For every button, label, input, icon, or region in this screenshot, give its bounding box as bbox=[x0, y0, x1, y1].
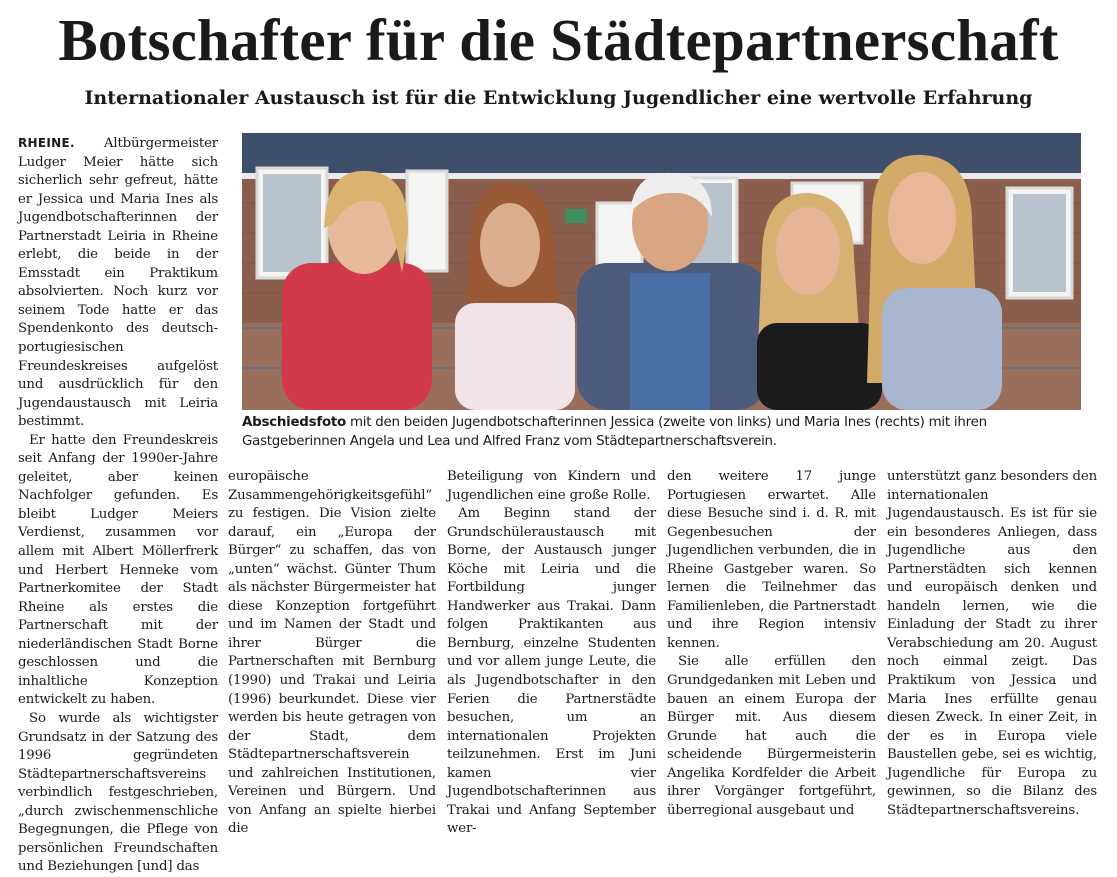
article-column-4 bbox=[667, 468, 876, 820]
article-column-3 bbox=[447, 468, 656, 839]
article-column-2 bbox=[228, 468, 436, 839]
article-column-1 bbox=[18, 134, 218, 877]
paragraph: Am Beginn stand der Grundschüleraustausch mit Borne, der Austausch junger Köche mit Leiria und die Fortbildung junger Handwerker aus Trakai. Dann folgen Praktikanten aus Bernburg, einzelne Studenten und vor allem junge Leute, die als Jugendbotschafter in den Ferien die Partnerstädte besuchen, um an internationalen Projekten teilzunehmen. Erst im Juni kamen vier Jugendbotschafterinnen aus Trakai und Anfang September wer- bbox=[447, 506, 656, 837]
paragraph: Sie alle erfüllen den Grundgedanken mit Leben und bauen an einem Europa der Bürger mit. Aus diesem Grunde hat auch die scheidende Bürgermeisterin Angelika Kordfelder die Arbeit ihrer Vorgänger fortgeführt, überregional ausgebaut und bbox=[667, 654, 876, 818]
paragraph: europäische Zusammengehörigkeitsgefühl“ zu festigen. Die Vision zielte darauf, ein „Europa der Bürger“ zu schaffen, das von „unten“ wächst. Günter Thum als nächster Bürgermeister hat diese Konzeption fortgeführt und im Namen der Stadt und ihrer Bürger die Partnerschaften mit Bernburg (1990) und Trakai und Leiria (1996) beurkundet. Diese vier werden bis heute getragen von der Stadt, dem Städtepartnerschaftsverein und zahlreichen Institutionen, Vereinen und Bürgern. Und von Anfang an spielte hierbei die bbox=[228, 469, 436, 837]
paragraph: So wurde als wichtigster Grundsatz in der Satzung des 1996 gegründeten Städtepartnerschaftsvereins verbindlich festgeschrieben, „durch zwischenmenschliche Begegnungen, die Pflege von persönlichen Freundschaften und Beziehungen [und] das bbox=[18, 710, 218, 875]
paragraph-text: Altbürgermeister Ludger Meier hätte sich sicherlich sehr gefreut, hätte er Jessica und Maria Ines als Jugendbotschafterinnen der Partnerstadt Leiria in Rheine erlebt, die beide in der Emsstadt ein Praktikum absolvierten. Noch kurz vor seinem Tode hatte er das Spendenkonto des deutsch-portugiesischen Freundeskreises aufgelöst und ausdrücklich für den Jugendaustausch mit Leiria bestimmt. bbox=[18, 136, 218, 430]
photo-caption bbox=[242, 413, 1087, 451]
paragraph: den weitere 17 junge Portugiesen erwartet. Alle diese Besuche sind i. d. R. mit Gegenbesuchen der Jugendlichen verbunden, die in Rheine Gastgeber waren. So lernen die Teilnehmer das Familienleben, die Partnerstadt und ihre Region intensiv kennen. bbox=[667, 469, 876, 651]
subheadline: Internationaler Austausch ist für die Entwicklung Jugendlicher eine wertvolle Erfahrung bbox=[84, 87, 1033, 109]
paragraph: Er hatte den Freundeskreis seit Anfang der 1990er-Jahre geleitet, aber keinen Nachfolger gefunden. Es bleibt Ludger Meiers Verdienst, zusammen vor allem mit Albert Möllerfrerk und Herbert Henneke vom Partnerkomitee der Stadt Rheine als erstes die Partnerschaft mit der niederländischen Stadt Borne geschlossen und die inhaltliche Konzeption entwickelt zu haben. bbox=[18, 432, 218, 708]
caption-lead: Abschiedsfoto bbox=[242, 415, 346, 430]
paragraph bbox=[18, 134, 218, 432]
article-column-5 bbox=[887, 468, 1097, 820]
dateline: RHEINE. bbox=[18, 136, 75, 150]
paragraph: Beteiligung von Kindern und Jugendlichen eine große Rolle. bbox=[447, 469, 656, 503]
headline: Botschafter für die Städtepartnerschaft bbox=[58, 7, 1059, 73]
caption-text: mit den beiden Jugendbotschafterinnen Jessica (zweite von links) und Maria Ines (rechts) mit ihren Gastgeberinnen Angela und Lea und Alfred Franz vom Städtepartnerschaftsverein. bbox=[242, 415, 987, 449]
farewell-photo bbox=[242, 133, 1081, 410]
paragraph: unterstützt ganz besonders den internationalen Jugendaustausch. Es ist für sie ein besonderes Anliegen, dass Jugendliche aus den Partnerstädten sich kennen und europäisch denken und handeln lernen, wie die Einladung der Stadt zu ihrer Verabschiedung am 20. August noch einmal zeigt. Das Praktikum von Jessica und Maria Ines erfüllte genau diesen Zweck. In einer Zeit, in der es in Europa viele Baustellen gebe, sei es wichtig, Jugendliche für Europa zu gewinnen, so die Bilanz des Städtepartnerschaftsvereins. bbox=[887, 469, 1097, 818]
